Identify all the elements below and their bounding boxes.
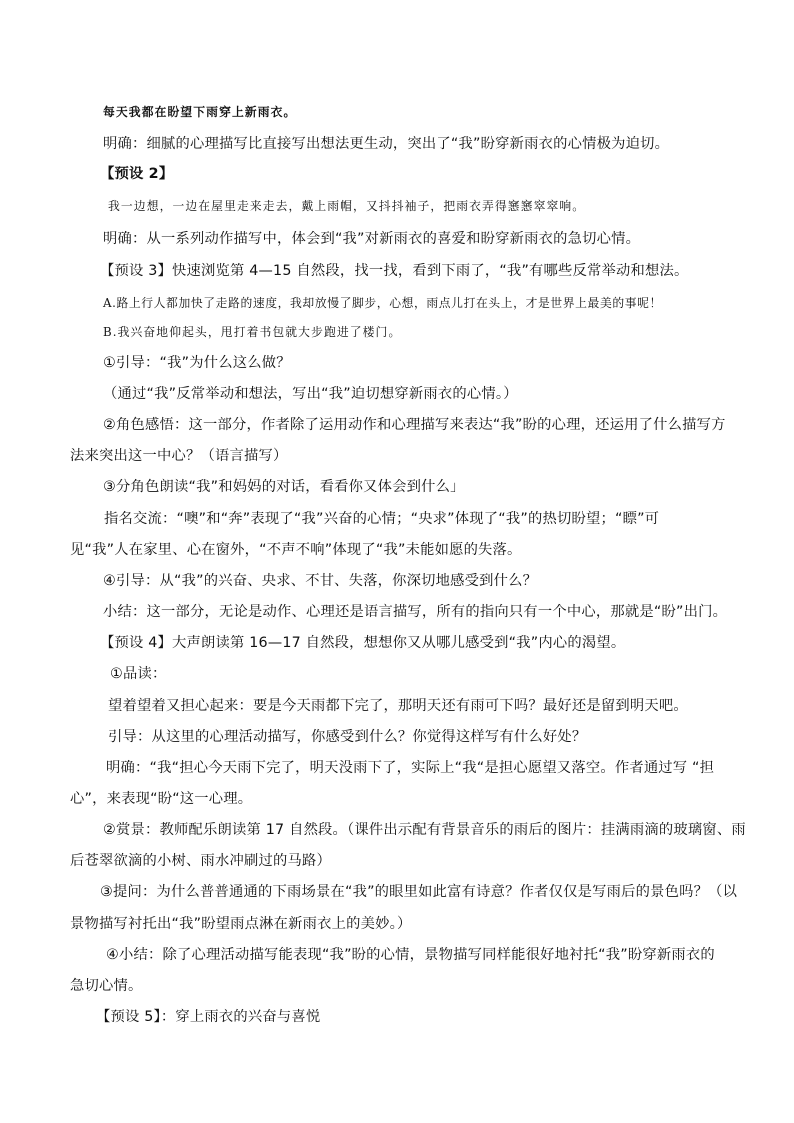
text-line: ①引导：“我”为什么这么做？ [103, 355, 291, 371]
text-line: ②角色感悟：这一部分，作者除了运用动作和心理描写来表达“我”盼的心理，还运用了什么描写方 [103, 417, 726, 433]
text-line: ③分角色朗读“我”和妈妈的对话，看看你又体会到什么」 [103, 479, 465, 495]
text-line: ②赏景：教师配乐朗读第 17 自然段。（课件出示配有背景音乐的雨后的图片：挂满雨滴的玻璃窗、雨 [103, 822, 746, 838]
text-line: （通过“我”反常举动和想法，写出“我”迫切想穿新雨衣的心情。） [103, 386, 518, 402]
section-heading: 【预设 5】：穿上雨衣的兴奋与喜悦 [96, 1009, 321, 1025]
text-line: 指名交流：“噢”和“奔”表现了“我”兴奋的心情；“央求”体现了“我”的热切盼望；“瞟”可 [104, 511, 660, 527]
quote-line: B.我兴奋地仰起头，甩打着书包就大步跑进了楼门。 [103, 325, 402, 339]
text-line: 后苍翠欲滴的小树、雨水冲刷过的马路） [70, 853, 331, 869]
text-line: 景物描写衬托出“我”盼望雨点淋在新雨衣上的美妙。） [70, 916, 412, 932]
text-line: 见“我”人在家里、心在窗外，“不声不响”体现了“我”未能如愿的失落。 [70, 542, 522, 558]
text-line: 心”，来表现“盼“这一心理。 [70, 791, 253, 807]
quote-line: A.路上行人都加快了走路的速度，我却放慢了脚步，心想，雨点儿打在头上，才是世界上最美的事呢！ [103, 296, 662, 310]
text-line: 小结：这一部分，无论是动作、心理还是语言描写，所有的指向只有一个中心，那就是“盼”出门。 [103, 604, 728, 620]
quote-line: 我一边想，一边在屋里走来走去，戴上雨帽，又抖抖袖子，把雨衣弄得窸窸窣窣响。 [108, 199, 586, 213]
text-line: 望着望着又担心起来：要是今天雨都下完了，那明天还有雨可下吗？最好还是留到明天吧。 [108, 698, 688, 714]
text-line: 急切心情。 [70, 978, 143, 994]
section-heading: 【预设 4】大声朗读第 16—17 自然段，想想你又从哪儿感受到“我”内心的渴望。 [100, 635, 626, 651]
text-line: 明确：“我“担心今天雨下完了，明天没雨下了，实际上“我“是担心愿望又落空。作者通过写 “担 [106, 760, 715, 776]
text-line: ①品读： [110, 666, 167, 682]
section-heading: 【预设 2】 [100, 166, 174, 182]
text-line: 引导：从这里的心理活动描写，你感受到什么？你觉得这样写有什么好处？ [108, 729, 587, 745]
text-line: ④引导：从“我”的兴奋、央求、不甘、失落，你深切地感受到什么？ [103, 573, 538, 589]
section-heading: 【预设 3】快速浏览第 4—15 自然段，找一找，看到下雨了，“我”有哪些反常举动和想法。 [100, 263, 689, 279]
text-line: 法来突出这一中心？（语言描写） [70, 448, 288, 464]
text-line: 明确：细腻的心理描写比直接写出想法更生动，突出了“我”盼穿新雨衣的心情极为迫切。 [103, 136, 670, 152]
text-line: 明确：从一系列动作描写中，体会到“我”对新雨衣的喜爱和盼穿新雨衣的急切心情。 [103, 231, 641, 247]
text-line: ④小结：除了心理活动描写能表现“我”盼的心情，景物描写同样能很好地衬托“我”盼穿新雨衣的 [106, 947, 715, 963]
quote-line: 每天我都在盼望下雨穿上新雨衣。 [103, 105, 297, 119]
text-line: ③提问：为什么普普通通的下雨场景在“我”的眼里如此富有诗意？作者仅仅是写雨后的景色吗？（以 [100, 884, 738, 900]
